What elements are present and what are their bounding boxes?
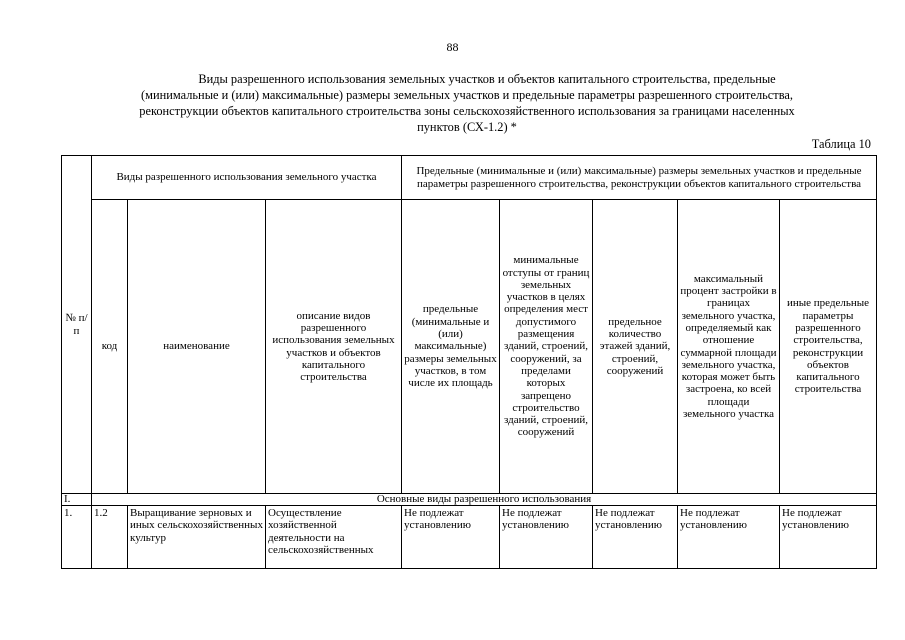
- header-description: описание видов разрешенного использования земельных участков и объектов капитального строительства: [266, 200, 402, 494]
- title-line-1: Виды разрешенного использования земельных участков и объектов капитального строительства, предельные: [198, 72, 776, 86]
- header-name: наименование: [128, 200, 266, 494]
- cell-name: Выращивание зерновых и иных сельскохозяйственных культур: [128, 506, 266, 569]
- table-row: [62, 506, 877, 569]
- document-title: [52, 71, 882, 135]
- header-coverage: максимальный процент застройки в границах земельного участка, определяемый как отношение суммарной площади земельного участка, которая может быть застроена, ко всей площади земельного участка: [678, 200, 780, 494]
- title-line-2: (минимальные и (или) максимальные) размеры земельных участков и предельные параметры разрешенного строительства,: [141, 88, 793, 102]
- header-floors: предельное количество этажей зданий, строений, сооружений: [593, 200, 678, 494]
- land-use-table: [61, 155, 877, 569]
- header-code: код: [92, 200, 128, 494]
- page-number: 88: [446, 40, 459, 54]
- header-group-uses: Виды разрешенного использования земельного участка: [92, 156, 402, 200]
- cell-floors: Не подлежат установлению: [593, 506, 678, 569]
- section-num: I.: [62, 494, 92, 506]
- cell-setbacks: Не подлежат установлению: [500, 506, 593, 569]
- cell-description: [266, 506, 402, 569]
- header-group-limits: Предельные (минимальные и (или) максимальные) размеры земельных участков и предельные параметры разрешенного строительства, реконструкции объектов капитального строительства: [402, 156, 877, 200]
- header-num: № п/п: [62, 156, 92, 494]
- title-line-3: реконструкции объектов капитального строительства зоны сельскохозяйственного использования за границами населенных: [139, 104, 795, 118]
- header-size: предельные (минимальные и (или) максимальные) размеры земельных участков, в том числе их площадь: [402, 200, 500, 494]
- header-row-2: [62, 200, 877, 494]
- header-setbacks: минимальные отступы от границ земельных участков в целях определения мест допустимого размещения зданий, строений, сооружений, за пределами которых запрещено строительство зданий, строений, сооружений: [500, 200, 593, 494]
- cell-code: 1.2: [92, 506, 128, 569]
- header-other: иные предельные параметры разрешенного строительства, реконструкции объектов капитального строительства: [780, 200, 877, 494]
- cell-size: Не подлежат установлению: [402, 506, 500, 569]
- table-label: Таблица 10: [811, 137, 871, 151]
- title-line-4: пунктов (СХ-1.2) *: [417, 120, 517, 134]
- header-row-1: [62, 156, 877, 200]
- cell-num: 1.: [62, 506, 92, 569]
- section-row: [62, 494, 877, 506]
- section-label: Основные виды разрешенного использования: [92, 494, 877, 506]
- cell-other: Не подлежат установлению: [780, 506, 877, 569]
- cell-description-text: Осуществление хозяйственной деятельности на сельскохозяйственных: [268, 507, 374, 556]
- cell-coverage: Не подлежат установлению: [678, 506, 780, 569]
